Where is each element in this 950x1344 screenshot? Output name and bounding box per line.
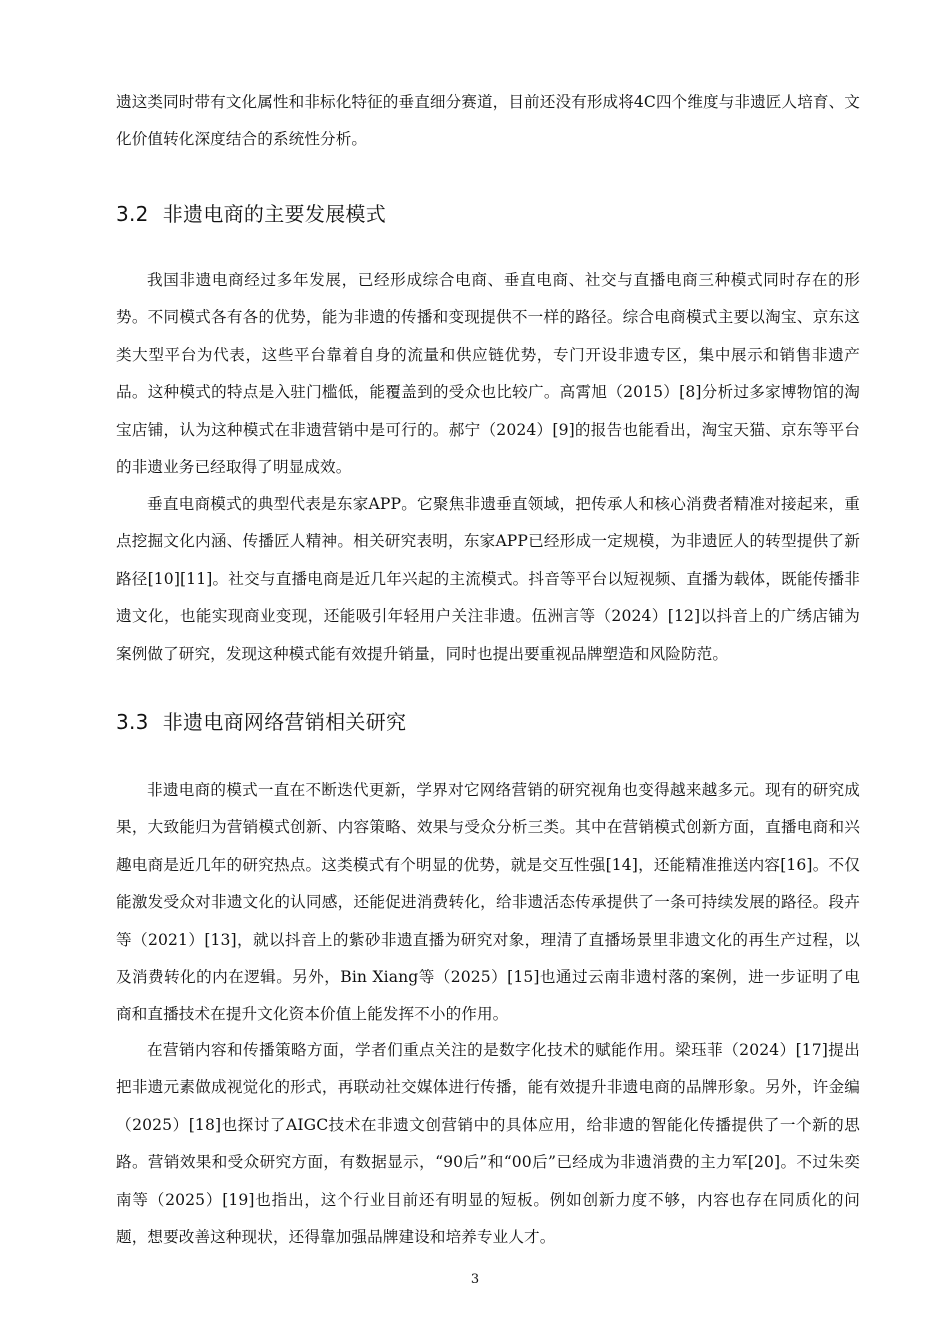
section-number: 3.3 [116,710,149,734]
body-paragraph: 在营销内容和传播策略方面，学者们重点关注的是数字化技术的赋能作用。梁珏菲（2024）[17]提出把非遗元素做成视觉化的形式，再联动社交媒体进行传播，能有效提升非遗电商的品牌形象。另外，许金编（2025）[18]也探讨了AIGC技术在非遗文创营销中的具体应用，给非遗的智能化传播提供了一个新的思路。营销效果和受众研究方面，有数据显示，“90后”和“00后”已经成为非遗消费的主力军[20]。不过朱奕南等（2025）[19]也指出，这个行业目前还有明显的短板。例如创新力度不够，内容也存在同质化的问题，想要改善这种现状，还得靠加强品牌建设和培养专业人才。 [116,1041,860,1247]
body-paragraph: 我国非遗电商经过多年发展，已经形成综合电商、垂直电商、社交与直播电商三种模式同时存在的形势。不同模式各有各的优势，能为非遗的传播和变现提供不一样的路径。综合电商模式主要以淘宝、京东这类大型平台为代表，这些平台靠着自身的流量和供应链优势，专门开设非遗专区，集中展示和销售非遗产品。这种模式的特点是入驻门槛低，能覆盖到的受众也比较广。高霄旭（2015）[8]分析过多家博物馆的淘宝店铺，认为这种模式在非遗营销中是可行的。郝宁（2024）[9]的报告也能看出，淘宝天猫、京东等平台的非遗业务已经取得了明显成效。 [116,271,860,477]
section-title: 非遗电商网络营销相关研究 [162,710,407,734]
section-title: 非遗电商的主要发展模式 [162,202,387,226]
body-paragraph: 垂直电商模式的典型代表是东家APP。它聚焦非遗垂直领域，把传承人和核心消费者精准对接起来，重点挖掘文化内涵、传播匠人精神。相关研究表明，东家APP已经形成一定规模，为非遗匠人的转型提供了新路径[10][11]。社交与直播电商是近几年兴起的主流模式。抖音等平台以短视频、直播为载体，既能传播非遗文化，也能实现商业变现，还能吸引年轻用户关注非遗。伍洲言等（2024）[12]以抖音上的广绣店铺为案例做了研究，发现这种模式能有效提升销量，同时也提出要重视品牌塑造和风险防范。 [116,495,860,663]
continued-paragraph: 遗这类同时带有文化属性和非标化特征的垂直细分赛道，目前还没有形成将4C四个维度与非遗匠人培育、文化价值转化深度结合的系统性分析。 [116,93,860,149]
section-heading-3-2 [116,198,386,227]
page-number: 3 [470,1272,480,1287]
section-number: 3.2 [116,202,149,226]
body-paragraph: 非遗电商的模式一直在不断迭代更新，学界对它网络营销的研究视角也变得越来越多元。现有的研究成果，大致能归为营销模式创新、内容策略、效果与受众分析三类。其中在营销模式创新方面，直播电商和兴趣电商是近几年的研究热点。这类模式有个明显的优势，就是交互性强[14]，还能精准推送内容[16]。不仅能激发受众对非遗文化的认同感，还能促进消费转化，给非遗活态传承提供了一条可持续发展的路径。段卉等（2021）[13]，就以抖音上的紫砂非遗直播为研究对象，理清了直播场景里非遗文化的再生产过程，以及消费转化的内在逻辑。另外，Bin Xiang等（2025）[15]也通过云南非遗村落的案例，进一步证明了电商和直播技术在提升文化资本价值上能发挥不小的作用。 [116,781,860,1024]
section-heading-3-3 [116,706,406,735]
